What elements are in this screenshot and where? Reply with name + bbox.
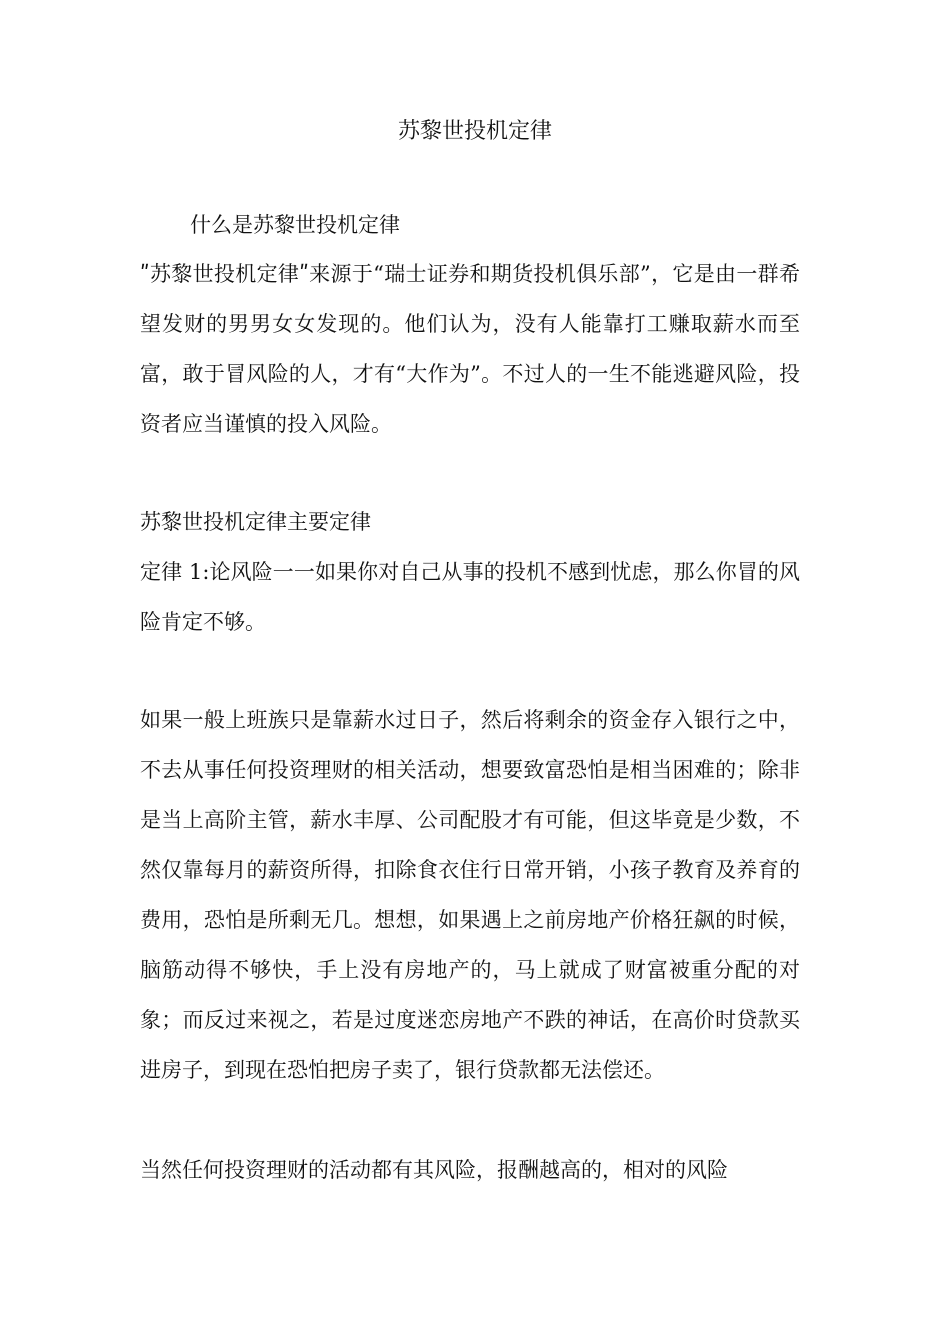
section-heading-main-laws: 苏黎世投机定律主要定律 <box>140 510 371 534</box>
risk-paragraph: 当然任何投资理财的活动都有其风险，报酬越高的，相对的风险 <box>140 1158 728 1182</box>
intro-paragraph: ʺ苏黎世投机定律ʺ来源于“瑞士证券和期货投机俱乐部”，它是由一群希望发财的男男女女发现的。他们认为，没有人能靠打工赚取薪水而至富，敢于冒风险的人，才有“大作为”。不过人的一生不能逃避风险，投资者应当谨慎的投入风险。 <box>140 262 800 436</box>
section-heading-what-is: 什么是苏黎世投机定律 <box>190 213 400 237</box>
law-1-paragraph: 定律 1:论风险一一如果你对自己从事的投机不感到忧虑，那么你冒的风险肯定不够。 <box>140 560 800 634</box>
document-title: 苏黎世投机定律 <box>397 119 552 144</box>
salary-paragraph: 如果一般上班族只是靠薪水过日子，然后将剩余的资金存入银行之中，不去从事任何投资理财的相关活动，想要致富恐怕是相当困难的；除非是当上高阶主管，薪水丰厚、公司配股才有可能，但这毕竟是少数，不然仅靠每月的薪资所得，扣除食衣住行日常开销，小孩子教育及养育的费用，恐怕是所剩无几。想想，如果遇上之前房地产价格狂飙的时候，脑筋动得不够快，手上没有房地产的，马上就成了财富被重分配的对象；而反过来视之，若是过度迷恋房地产不跌的神话，在高价时贷款买进房子，到现在恐怕把房子卖了，银行贷款都无法偿还。 <box>140 708 800 1082</box>
